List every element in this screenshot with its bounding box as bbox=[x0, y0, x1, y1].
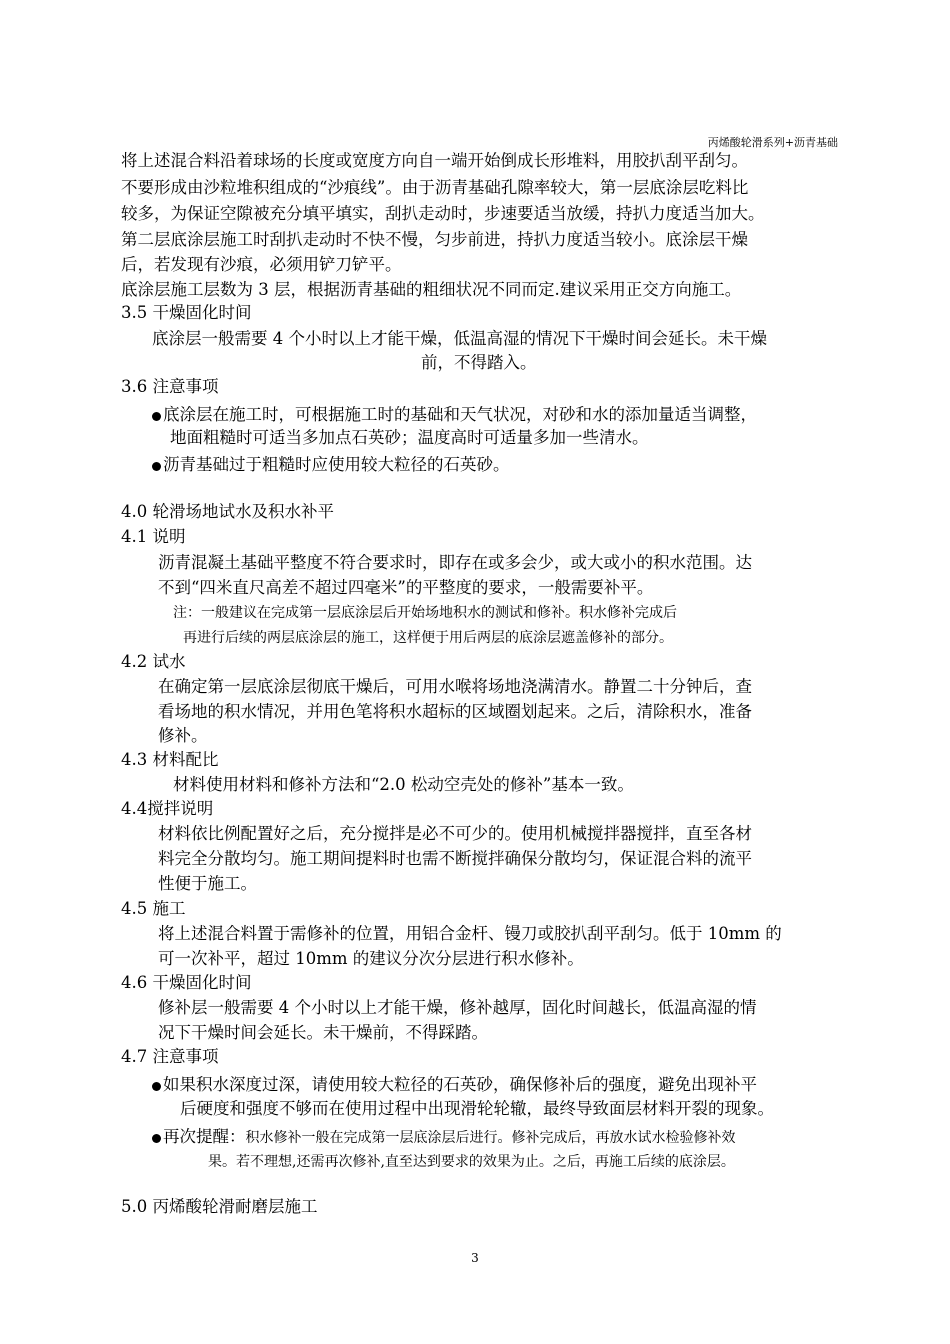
body-line: 前，不得踏入。 bbox=[421, 353, 537, 372]
body-line: 果。若不理想,还需再次修补,直至达到要求的效果为止。之后，再施工后续的底涂层。 bbox=[208, 1154, 735, 1170]
body-line: 材料依比例配置好之后，充分搅拌是必不可少的。使用机械搅拌器搅拌，直至各材 bbox=[158, 824, 752, 843]
bullet-item bbox=[152, 1073, 757, 1097]
note-line: 再进行后续的两层底涂层的施工，这样便于用后两层的底涂层遮盖修补的部分。 bbox=[183, 630, 673, 646]
body-line: 将上述混合料置于需修补的位置，用铝合金杆、镘刀或胶扒刮平刮匀。低于 10mm 的 bbox=[158, 924, 782, 943]
body-line: 料完全分散均匀。施工期间提料时也需不断搅拌确保分散均匀，保证混合料的流平 bbox=[158, 849, 752, 868]
bullet-item bbox=[152, 1125, 736, 1150]
body-line: 在确定第一层底涂层彻底干燥后，可用水喉将场地浇满清水。静置二十分钟后，查 bbox=[158, 677, 752, 696]
section-heading-4-3: 4.3 材料配比 bbox=[121, 750, 219, 769]
section-heading-4-6: 4.6 干燥固化时间 bbox=[121, 973, 252, 992]
bullet-icon bbox=[152, 1134, 161, 1143]
bullet-text: 如果积水深度过深，请使用较大粒径的石英砂，确保修补后的强度，避免出现补平 bbox=[163, 1075, 757, 1094]
body-line: 可一次补平，超过 10mm 的建议分次分层进行积水修补。 bbox=[158, 949, 584, 968]
section-heading-4-7: 4.7 注意事项 bbox=[121, 1047, 219, 1066]
section-heading-4-1: 4.1 说明 bbox=[121, 527, 186, 546]
body-line: 况下干燥时间会延长。未干燥前，不得踩踏。 bbox=[158, 1023, 488, 1042]
body-line: 地面粗糙时可适当多加点石英砂；温度高时可适量多加一些清水。 bbox=[170, 428, 649, 447]
section-heading-4-5: 4.5 施工 bbox=[121, 899, 186, 918]
body-line: 性便于施工。 bbox=[158, 874, 257, 893]
section-heading-4-2: 4.2 试水 bbox=[121, 652, 186, 671]
page-number: 3 bbox=[471, 1251, 479, 1265]
body-line: 将上述混合料沿着球场的长度或宽度方向自一端开始倒成长形堆料，用胶扒刮平刮匀。 bbox=[121, 151, 748, 170]
bullet-icon bbox=[152, 1082, 161, 1091]
note-line: 注：一般建议在完成第一层底涂层后开始场地积水的测试和修补。积水修补完成后 bbox=[173, 605, 677, 621]
section-heading-3-5: 3.5 干燥固化时间 bbox=[121, 303, 252, 322]
body-line: 材料使用材料和修补方法和“2.0 松动空壳处的修补”基本一致。 bbox=[173, 775, 634, 794]
body-line: 后硬度和强度不够而在使用过程中出现滑轮轮辙，最终导致面层材料开裂的现象。 bbox=[180, 1099, 774, 1118]
bullet-icon bbox=[152, 462, 161, 471]
reminder-lead: 再次提醒： bbox=[163, 1127, 246, 1146]
bullet-icon bbox=[152, 412, 161, 421]
section-heading-3-6: 3.6 注意事项 bbox=[121, 377, 219, 396]
body-line: 底涂层施工层数为 3 层，根据沥青基础的粗细状况不同而定.建议采用正交方向施工。 bbox=[121, 280, 742, 299]
bullet-text: 沥青基础过于粗糙时应使用较大粒径的石英砂。 bbox=[163, 455, 510, 474]
body-line: 不要形成由沙粒堆积组成的“沙痕线”。由于沥青基础孔隙率较大，第一层底涂层吃料比 bbox=[121, 178, 749, 197]
bullet-text: 积水修补一般在完成第一层底涂层后进行。修补完成后，再放水试水检验修补效 bbox=[245, 1130, 736, 1146]
body-line: 修补。 bbox=[158, 726, 208, 745]
body-line: 第二层底涂层施工时刮扒走动时不快不慢，匀步前进，持扒力度适当较小。底涂层干燥 bbox=[121, 230, 748, 249]
bullet-text: 底涂层在施工时，可根据施工时的基础和天气状况，对砂和水的添加量适当调整， bbox=[163, 405, 757, 424]
body-line: 修补层一般需要 4 个小时以上才能干燥，修补越厚，固化时间越长，低温高湿的情 bbox=[158, 998, 757, 1017]
section-heading-4-4: 4.4搅拌说明 bbox=[121, 799, 214, 818]
body-line: 较多，为保证空隙被充分填平填实，刮扒走动时，步速要适当放缓，持扒力度适当加大。 bbox=[121, 204, 765, 223]
bullet-item bbox=[152, 453, 510, 477]
bullet-item bbox=[152, 403, 757, 427]
section-heading-5-0: 5.0 丙烯酸轮滑耐磨层施工 bbox=[121, 1197, 318, 1216]
body-line: 底涂层一般需要 4 个小时以上才能干燥，低温高湿的情况下干燥时间会延长。未干燥 bbox=[152, 329, 767, 348]
body-line: 沥青混凝土基础平整度不符合要求时，即存在或多会少，或大或小的积水范围。达 bbox=[158, 553, 752, 572]
running-header: 丙烯酸轮滑系列+沥青基础 bbox=[707, 136, 838, 149]
body-line: 后，若发现有沙痕，必须用铲刀铲平。 bbox=[121, 255, 402, 274]
section-heading-4-0: 4.0 轮滑场地试水及积水补平 bbox=[121, 502, 334, 521]
body-line: 不到“四米直尺高差不超过四毫米”的平整度的要求，一般需要补平。 bbox=[158, 578, 654, 597]
body-line: 看场地的积水情况，并用色笔将积水超标的区域圈划起来。之后，清除积水，准备 bbox=[158, 702, 752, 721]
